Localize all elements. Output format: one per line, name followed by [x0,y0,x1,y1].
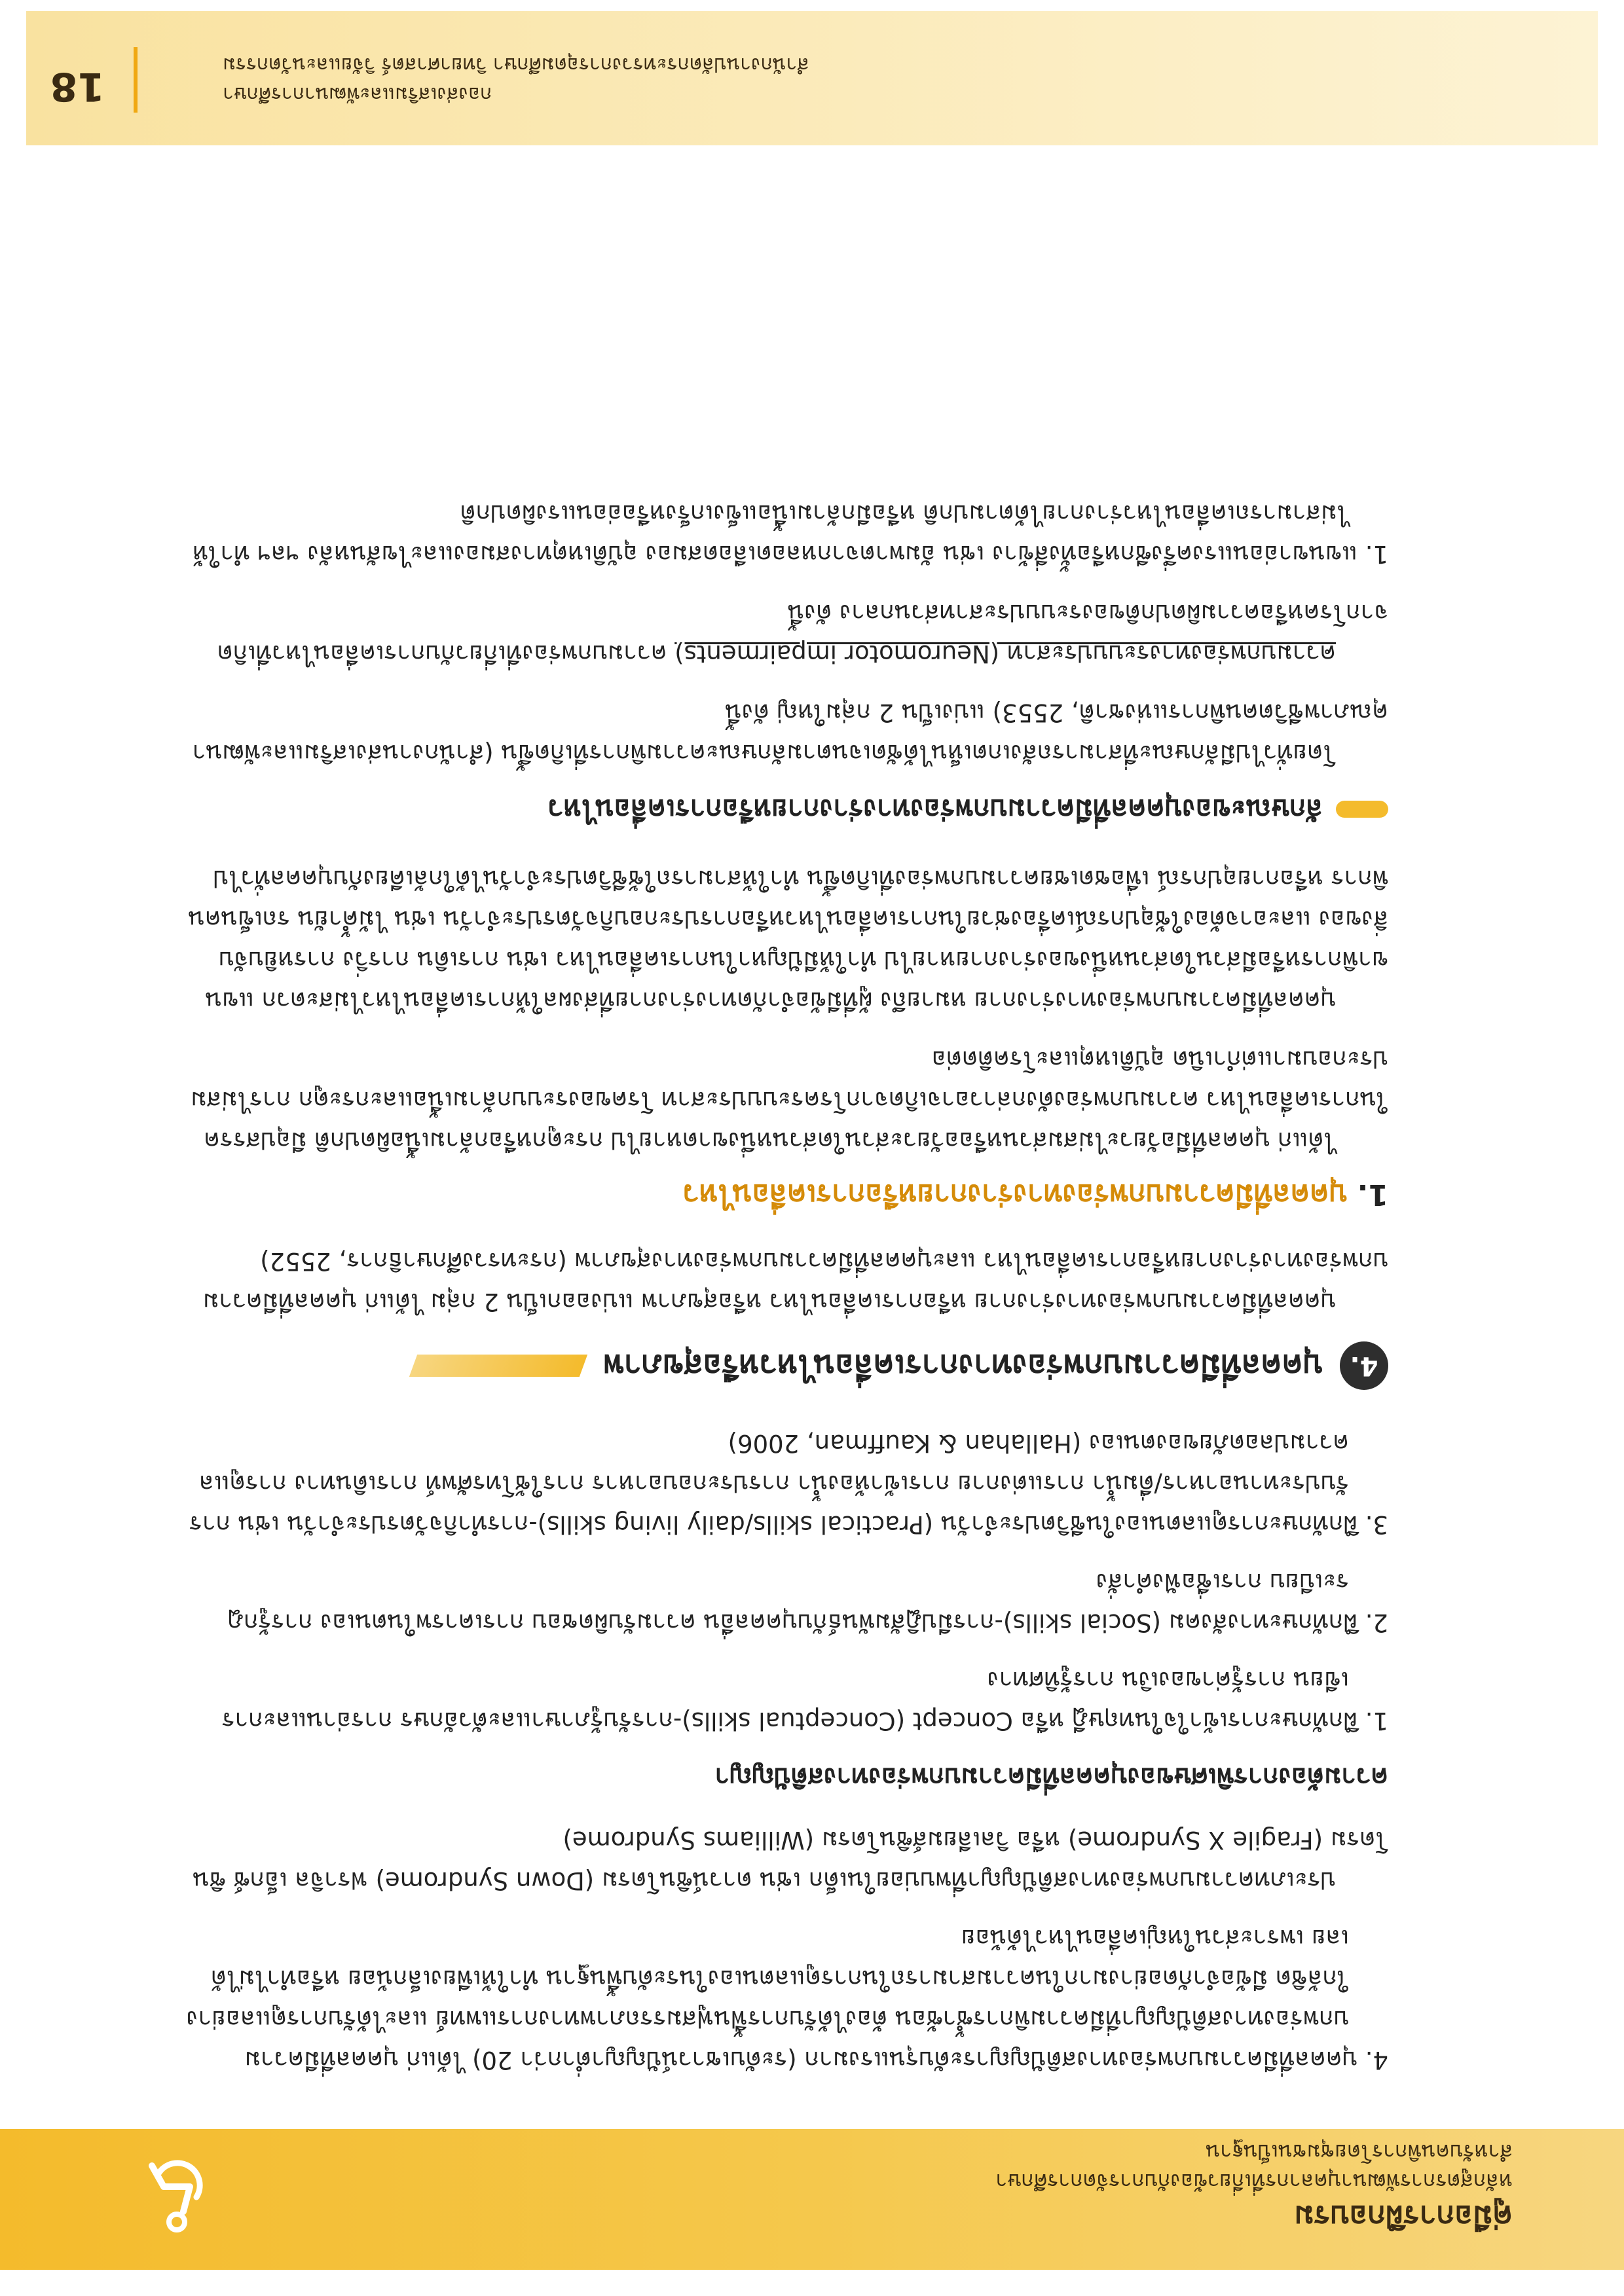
section-accent-bar [409,1355,587,1377]
document-body [183,476,1388,2080]
topic-heading [183,789,1388,829]
neuromotor-paragraph [183,592,1388,674]
neuromotor-text: ความบกพร่องที่เกี่ยวกับการเคลื่อนไหวที่เกิดจากโรคหรือความผิดปกติของระบบประสาทส่วนกลาง ดังนี้ [217,599,1388,668]
footer-org-line2: สำนักงานปลัดกระทรวงการอุดมศึกษา วิทยาศาสตร์ วิจัยและนวัตกรรม [223,53,809,76]
skill-item-practical: 3. ฝึกทักษะการดูแลตนเองในชีวิตประจำวัน (Practical skills/daily living skills)-การทำกิจวัตรประจำวัน เช่น การรับประทานอาหาร/ดื่มน้ำ การแต่งกาย การเข้าห้องน้ำ การประกอบอาหาร การใช้โทรศัพท์ การเดินทาง การดูแลความปลอดภัยของตนเอง (Hallahan & Kauffman, 2006) [189,1429,1388,1539]
neuromotor-heading: ความบกพร่องทางระบบประสาท (Neuromotor impairments) [674,640,1336,668]
header-title: คู่มือการฝึกอบรม [1294,2199,1513,2234]
footer-org-line1: กองส่งเสริมและพัฒนาการศึกษา [223,82,492,105]
skill-item-conceptual: 1. ฝึกทักษะการเข้าใจในทฤษฎี หรือ Concept (Conceptual skills)-การรับรู้ภาษาและตัวอักษร การอ่านและการเขียน การรู้ค่าของเงิน การรู้ทิศทาง [221,1666,1388,1735]
footer-divider [134,47,138,113]
subsection-paragraph-1: ได้แก่ บุคคลที่มีอวัยวะไม่สมส่วนหรืออวัยวะส่วนใดส่วนหนึ่งขาดหายไป กระดูกหรือกล้ามเนื้อผิดปกติ มีอุปสรรคในการเคลื่อนไหว ความบกพร่องดังกล่าวอาจเกิดจากโรคระบบประสาท โรคของระบบกล้ามเนื้อและกระดูก การไม่สมประกอบมาแต่กำเนิด อุบัติเหตุและโรคติดต่อ [191,1046,1388,1155]
skill-item-social: 2. ฝึกทักษะทางสังคม (Social skills)-การมีปฏิสัมพันธ์กับบุคคลอื่น ความรับผิดชอบ การเคารพในตนเอง การรู้กฎระเบียบ การเชื่อฟังคำสั่ง [227,1568,1388,1637]
page-header [0,2129,1624,2270]
header-subtitle-line1: หลักสูตรการพัฒนาบุคลากรที่เกี่ยวข้องกับการจัดการศึกษา [995,2169,1513,2194]
page-footer [26,11,1598,145]
section-number-badge: 4. [1340,1341,1388,1390]
section-heading [183,1341,1388,1390]
subsection-heading [183,1174,1388,1214]
topic-pill-marker [1336,801,1388,818]
subsection-paragraph-2: บุคคลที่มีความบกพร่องทางร่างกาย หมายถึง ผู้ที่มีข้อจำกัดทางร่างกายที่ส่งผลให้การเคลื่อนไหวไม่สะดวก แขนขาพิการหรือมีส่วนใดส่วนหนึ่งของร่างกายหายไป ทำให้มีปัญหาในการเคลื่อนไหว เช่น การเดิน การวิ่ง การหยิบจับสิ่งของ และอาจต้องใช้อุปกรณ์เครื่องช่วยในการเคลื่อนไหวหรือการประกอบกิจวัตรประจำวัน เช่น ไม้ค้ำยัน รถเข็นคนพิการ หรือกายอุปกรณ์ เพื่อชดเชยความบกพร่องที่เกิดขึ้น ทำให้สามารถใช้ชีวิตประจำวันได้ใกล้เคียงกับบุคคลทั่วไป [188,865,1388,1015]
neuromotor-item-1: 1. แขนขาอ่อนแรงครึ่งซีกหรือทั้งสี่ข้าง เช่น อัมพาตจากหลอดเลือดสมอง อุบัติเหตุทางสมองและไขสันหลัง ฯลฯ ทำให้ไม่สามารถเคลื่อนไหวร่างกายได้ตามปกติ หรือมีกล้ามเนื้อแข็งเกร็งหรืออ่อนแรงผิดปกติ [192,500,1388,568]
topic-title: ลักษณะของบุคคลที่มีความบกพร่องทางร่างกายหรือการเคลื่อนไหว [547,793,1323,826]
special-needs-heading: ความต้องการพิเศษของบุคคลที่มีความบกพร่องทางสติปัญญา [714,1762,1388,1792]
topic-paragraph: โดยทั่วไปมีลักษณะที่สามารถสังเกตเห็นได้ชัดเจนตามลักษณะความพิการที่เกิดขึ้น (สำนักงานส่งเสริมและพัฒนาคุณภาพชีวิตคนพิการแห่งชาติ, 2553) แบ่งเป็น 2 กลุ่มใหญ่ ดังนี้ [192,699,1388,767]
header-subtitle-line2: สำหรับคนพิการโดยชุมชนเป็นฐาน [1206,2140,1513,2164]
page-number: 18 [50,64,105,109]
list-item-level-4: 4. บุคคลที่มีความบกพร่องทางสติปัญญาระดับรุนแรงมาก (ระดับเชาวน์ปัญญาต่ำกว่า 20) ได้แก่ บุคคลที่มีความบกพร่องทางสติปัญญาที่มีความพิการซ้ำซ้อน ต้องได้รับการฟื้นฟูสมรรถภาพทางการแพทย์ และได้รับการดูแลอย่างใกล้ชิด มีข้อจำกัดอย่างมากในความสามารถในการดูแลตนเองในระดับพื้นฐาน ทำให้เพียงเล็กน้อย หรือทำไม่ได้เลย เพราะส่วนใหญ่เคลื่อนไหวได้น้อย [186,1924,1388,2074]
wheelchair-person-icon [131,2155,223,2234]
subsection-number: 1. [1357,1178,1388,1211]
syndromes-paragraph: ประเภทความบกพร่องทางสติปัญญาที่พบบ่อยในเด็ก เช่น ดาวน์ซินโดรม (Down Syndrome) ฟราจิล เอ็กซ์ ซินโดรม (Fragile X Syndrome) หรือ วิลเลียมส์ซินโดรม (Williams Syndrome) [193,1826,1388,1895]
section-title: บุคคลที่มีความบกพร่องทางการเคลื่อนไหวหรือสุขภาพ [603,1347,1323,1384]
section-intro-paragraph: บุคคลที่มีความบกพร่องทางร่างกาย หรือการเคลื่อนไหว หรือสุขภาพ แบ่งออกเป็น 2 กลุ่ม ได้แก่ บุคคลที่มีความบกพร่องทางร่างกายหรือการเคลื่อนไหว และบุคคลที่มีความบกพร่องทางสุขภาพ (กระทรวงศึกษาธิการ, 2552) [202,1247,1388,1316]
subsection-title: บุคคลที่มีความบกพร่องทางร่างกายหรือการเคลื่อนไหว [682,1178,1348,1211]
